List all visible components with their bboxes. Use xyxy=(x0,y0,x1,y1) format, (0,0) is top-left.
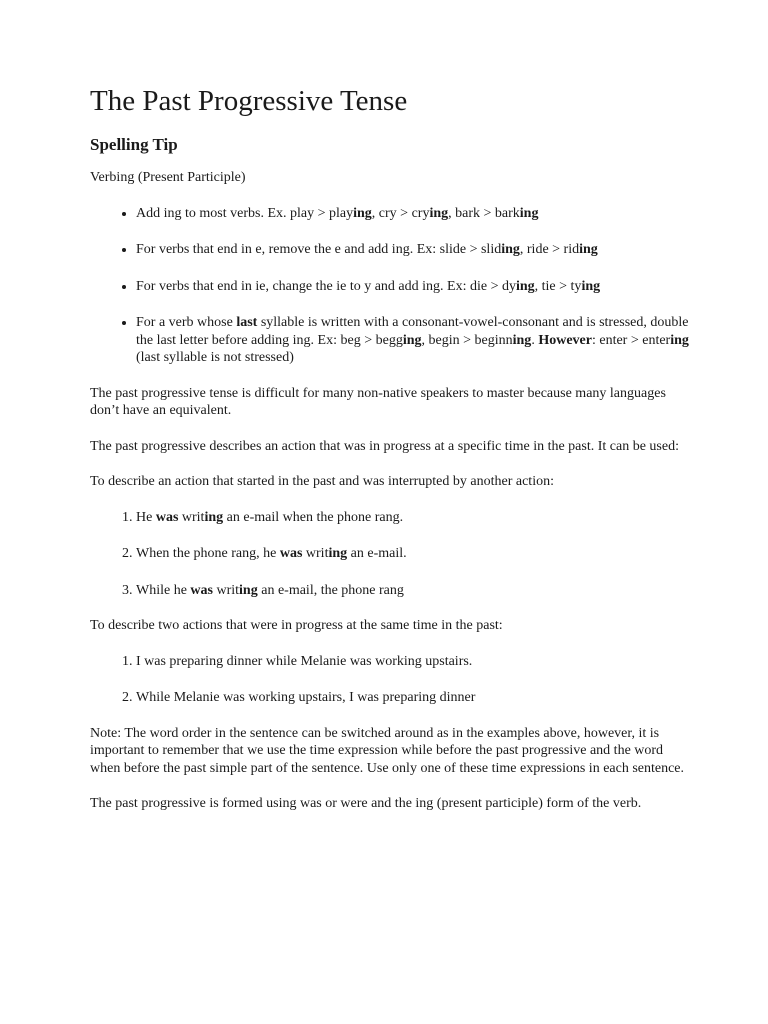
text-run: : enter > enter xyxy=(591,332,671,348)
bold-text: ing xyxy=(353,205,372,221)
spelling-rule-item xyxy=(136,241,690,259)
text-run: , bark > bark xyxy=(448,205,520,221)
text-run: an e-mail when the phone rang. xyxy=(223,509,404,525)
text-run: For verbs that end in e, remove the e and add ing. Ex: slide > slid xyxy=(136,242,502,258)
text-run: , tie > ty xyxy=(534,278,582,294)
text-run: writ xyxy=(212,582,240,598)
bold-text: ing xyxy=(239,582,258,598)
text-run: For verbs that end in ie, change the ie to y and add ing. Ex: die > dy xyxy=(136,278,516,294)
paragraph-difficulty: The past progressive tense is difficult for many non-native speakers to master because many languages don’t have an equivalent. xyxy=(90,385,666,419)
spelling-rules-list xyxy=(90,205,690,367)
bold-text: ing xyxy=(204,509,224,525)
text-run: syllable is written with a consonant-vowel-consonant and is stressed, double the last letter before adding ing. Ex: beg > begg xyxy=(136,315,689,348)
interrupted-examples-list xyxy=(90,509,690,600)
bold-text: ing xyxy=(328,546,348,562)
bold-text: last xyxy=(236,315,258,331)
text-run: (last syllable is not stressed) xyxy=(136,350,294,366)
text-run: , ride > rid xyxy=(519,242,580,258)
text-run: . xyxy=(531,332,539,348)
simultaneous-example-item xyxy=(136,653,690,671)
text-run: He xyxy=(136,509,156,525)
bold-text: ing xyxy=(579,242,598,258)
spelling-rule-item xyxy=(136,278,690,296)
bold-text: ing xyxy=(519,205,539,221)
document-page xyxy=(90,84,690,831)
text-run: While he xyxy=(136,582,191,598)
text-run: I was preparing dinner while Melanie was working upstairs. xyxy=(136,653,473,669)
bold-text: was xyxy=(155,509,179,525)
intro-text: Verbing (Present Participle) xyxy=(90,170,246,186)
text-run: , cry > cry xyxy=(371,205,430,221)
use-simultaneous-intro: To describe two actions that were in progress at the same time in the past: xyxy=(90,618,503,634)
text-run: an e-mail, the phone rang xyxy=(257,582,404,598)
simultaneous-examples-list xyxy=(90,653,690,707)
paragraph-description: The past progressive describes an action that was in progress at a specific time in the past. It can be used: xyxy=(90,438,679,454)
text-run: an e-mail. xyxy=(347,546,407,562)
simultaneous-example-item xyxy=(136,689,690,707)
bold-text: ing xyxy=(429,205,449,221)
interrupted-example-item xyxy=(136,582,690,600)
page-title: The Past Progressive Tense xyxy=(90,85,408,117)
bold-text: ing xyxy=(581,278,601,294)
bold-text: was xyxy=(190,582,213,598)
text-run: For a verb whose xyxy=(136,315,237,331)
bold-text: ing xyxy=(515,278,535,294)
section-heading-spelling-tip: Spelling Tip xyxy=(90,134,178,154)
text-run: Add ing to most verbs. Ex. play > play xyxy=(136,205,354,221)
bold-text: ing xyxy=(501,242,520,258)
text-run: writ xyxy=(178,509,205,525)
text-run: When the phone rang, he xyxy=(136,546,280,562)
formation-paragraph: The past progressive is formed using was or were and the ing (present participle) form of the verb. xyxy=(90,796,642,812)
spelling-rule-item xyxy=(136,205,690,223)
use-interrupted-intro: To describe an action that started in the past and was interrupted by another action: xyxy=(90,474,554,490)
bold-text: ing xyxy=(402,332,422,348)
bold-text: ing xyxy=(670,332,689,348)
bold-text: ing xyxy=(512,332,532,348)
note-paragraph: Note: The word order in the sentence can be switched around as in the examples above, however, it is important to remember that we use the time expression while before the past progressive and the word when before the past simple part of the sentence. Use only one of these time expressions in each sentence. xyxy=(90,725,685,776)
spelling-rule-item xyxy=(136,314,690,367)
text-run: While Melanie was working upstairs, I was preparing dinner xyxy=(136,690,476,706)
text-run: writ xyxy=(302,546,329,562)
bold-text: However xyxy=(538,332,592,348)
bold-text: was xyxy=(279,546,303,562)
interrupted-example-item xyxy=(136,509,690,527)
text-run: , begin > beginn xyxy=(421,332,513,348)
interrupted-example-item xyxy=(136,545,690,563)
